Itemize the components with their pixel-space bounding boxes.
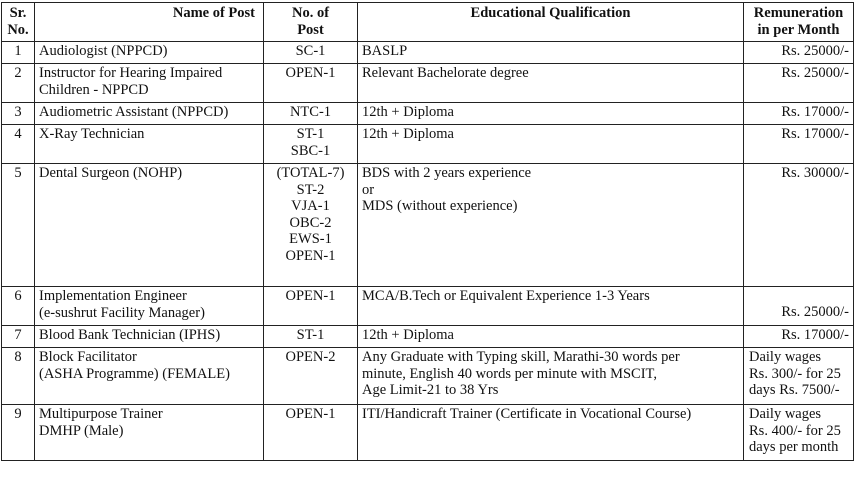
- qualification-line: Relevant Bachelorate degree: [362, 65, 529, 81]
- qualification-cell: [358, 125, 744, 164]
- qualification-cell: [358, 348, 744, 405]
- qualification-cell: [358, 164, 744, 287]
- sr-no-cell: 7: [2, 326, 35, 348]
- header-educational-qualification: Educational Qualification: [358, 3, 744, 42]
- table-row: [2, 287, 854, 326]
- no-of-post-line: OPEN-1: [285, 247, 336, 264]
- header-row: [2, 3, 854, 42]
- post-name-line: Implementation Engineer: [39, 288, 187, 304]
- remuneration-cell: [744, 42, 854, 64]
- qualification-line: 12th + Diploma: [362, 327, 454, 343]
- post-name-cell: [35, 125, 264, 164]
- post-name-line: DMHP (Male): [39, 422, 124, 439]
- remuneration-cell: [744, 287, 854, 326]
- remuneration-line: [748, 288, 849, 304]
- qualification-line: minute, English 40 words per minute with MSCIT,: [362, 365, 657, 382]
- qualification-cell: [358, 64, 744, 103]
- no-of-post-cell: [264, 405, 358, 461]
- header-name-of-post: Name of Post: [35, 3, 264, 42]
- no-of-post-line: OPEN-1: [285, 65, 336, 81]
- table-row: [2, 125, 854, 164]
- no-of-post-line: EWS-1: [289, 231, 332, 247]
- qualification-cell: [358, 405, 744, 461]
- remuneration-line: days Rs. 7500/-: [749, 382, 840, 398]
- table-row: [2, 164, 854, 287]
- no-of-post-line: SC-1: [295, 43, 326, 59]
- sr-no-cell: 3: [2, 103, 35, 125]
- remuneration-cell: [744, 405, 854, 461]
- post-name-line: X-Ray Technician: [39, 126, 145, 142]
- sr-no-cell: 4: [2, 125, 35, 164]
- table-row: [2, 405, 854, 461]
- qualification-line: Any Graduate with Typing skill, Marathi-30 words per: [362, 349, 680, 365]
- post-name-line: Blood Bank Technician (IPHS): [39, 327, 221, 343]
- sr-no-cell: 9: [2, 405, 35, 461]
- no-of-post-line: NTC-1: [289, 104, 332, 120]
- qualification-line: 12th + Diploma: [362, 126, 454, 142]
- no-of-post-cell: [264, 287, 358, 326]
- post-name-line: Audiologist (NPPCD): [39, 43, 168, 59]
- post-name-cell: [35, 348, 264, 405]
- remuneration-line: days per month: [749, 439, 839, 455]
- qualification-cell: [358, 326, 744, 348]
- no-of-post-cell: [264, 42, 358, 64]
- table-row: [2, 64, 854, 103]
- post-name-cell: [35, 405, 264, 461]
- no-of-post-line: OPEN-1: [285, 406, 336, 422]
- qualification-line: 12th + Diploma: [362, 104, 454, 120]
- remuneration-line: Rs. 30000/-: [781, 165, 849, 181]
- remuneration-line: Rs. 17000/-: [781, 327, 849, 343]
- header-sr-no: Sr. No.: [2, 3, 35, 42]
- qualification-line: MDS (without experience): [362, 198, 518, 214]
- sr-no-cell: 8: [2, 348, 35, 405]
- qualification-line: or: [362, 181, 375, 198]
- table-row: [2, 103, 854, 125]
- no-of-post-cell: [264, 103, 358, 125]
- post-name-cell: [35, 287, 264, 326]
- remuneration-line: Daily wages: [749, 349, 822, 365]
- remuneration-line: Rs. 400/- for 25: [749, 422, 841, 439]
- no-of-post-line: (TOTAL-7): [276, 165, 345, 181]
- no-of-post-cell: [264, 64, 358, 103]
- remuneration-cell: [744, 326, 854, 348]
- post-name-cell: [35, 326, 264, 348]
- qualification-line: BASLP: [362, 43, 408, 59]
- post-name-line: (ASHA Programme) (FEMALE): [39, 365, 230, 382]
- remuneration-line: Rs. 300/- for 25: [749, 365, 841, 382]
- remuneration-line: Rs. 25000/-: [781, 43, 849, 59]
- no-of-post-cell: [264, 125, 358, 164]
- qualification-line: Age Limit-21 to 38 Yrs: [362, 382, 499, 398]
- table-body: [2, 42, 854, 461]
- post-name-line: (e-sushrut Facility Manager): [39, 304, 205, 321]
- qualification-cell: [358, 287, 744, 326]
- post-name-line: Multipurpose Trainer: [39, 406, 163, 422]
- post-name-cell: [35, 64, 264, 103]
- no-of-post-cell: [264, 164, 358, 287]
- header-remuneration: Remuneration in per Month: [744, 3, 854, 42]
- sr-no-cell: 2: [2, 64, 35, 103]
- table-row: [2, 326, 854, 348]
- no-of-post-line: ST-1: [296, 327, 325, 343]
- sr-no-cell: 5: [2, 164, 35, 287]
- remuneration-line: Daily wages: [749, 406, 822, 422]
- remuneration-line: Rs. 17000/-: [781, 126, 849, 142]
- table-row: [2, 42, 854, 64]
- remuneration-line: Rs. 17000/-: [781, 104, 849, 120]
- post-name-cell: [35, 164, 264, 287]
- remuneration-cell: [744, 125, 854, 164]
- remuneration-line: Rs. 25000/-: [781, 304, 849, 320]
- no-of-post-line: ST-1: [296, 126, 325, 142]
- remuneration-cell: [744, 64, 854, 103]
- no-of-post-cell: [264, 326, 358, 348]
- qualification-line: ITI/Handicraft Trainer (Certificate in Vocational Course): [362, 406, 692, 422]
- no-of-post-line: SBC-1: [290, 142, 331, 159]
- sr-no-cell: 1: [2, 42, 35, 64]
- post-name-line: Instructor for Hearing Impaired: [39, 65, 223, 81]
- no-of-post-line: ST-2: [296, 181, 325, 198]
- post-name-line: Block Facilitator: [39, 349, 137, 365]
- post-name-line: Children - NPPCD: [39, 81, 149, 98]
- header-no-of-post: No. of Post: [264, 3, 358, 42]
- posts-table: [1, 2, 854, 461]
- post-name-line: Audiometric Assistant (NPPCD): [39, 104, 229, 120]
- qualification-cell: [358, 42, 744, 64]
- remuneration-cell: [744, 103, 854, 125]
- post-name-line: Dental Surgeon (NOHP): [39, 165, 183, 181]
- remuneration-cell: [744, 348, 854, 405]
- no-of-post-line: OBC-2: [289, 214, 332, 231]
- no-of-post-cell: [264, 348, 358, 405]
- post-name-cell: [35, 103, 264, 125]
- table-row: [2, 348, 854, 405]
- post-name-cell: [35, 42, 264, 64]
- no-of-post-line: OPEN-2: [285, 349, 336, 365]
- no-of-post-line: VJA-1: [291, 198, 330, 214]
- qualification-line: BDS with 2 years experience: [362, 165, 532, 181]
- qualification-cell: [358, 103, 744, 125]
- no-of-post-line: OPEN-1: [285, 288, 336, 304]
- remuneration-line: Rs. 25000/-: [781, 65, 849, 81]
- sr-no-cell: 6: [2, 287, 35, 326]
- remuneration-cell: [744, 164, 854, 287]
- qualification-line: MCA/B.Tech or Equivalent Experience 1-3 Years: [362, 288, 650, 304]
